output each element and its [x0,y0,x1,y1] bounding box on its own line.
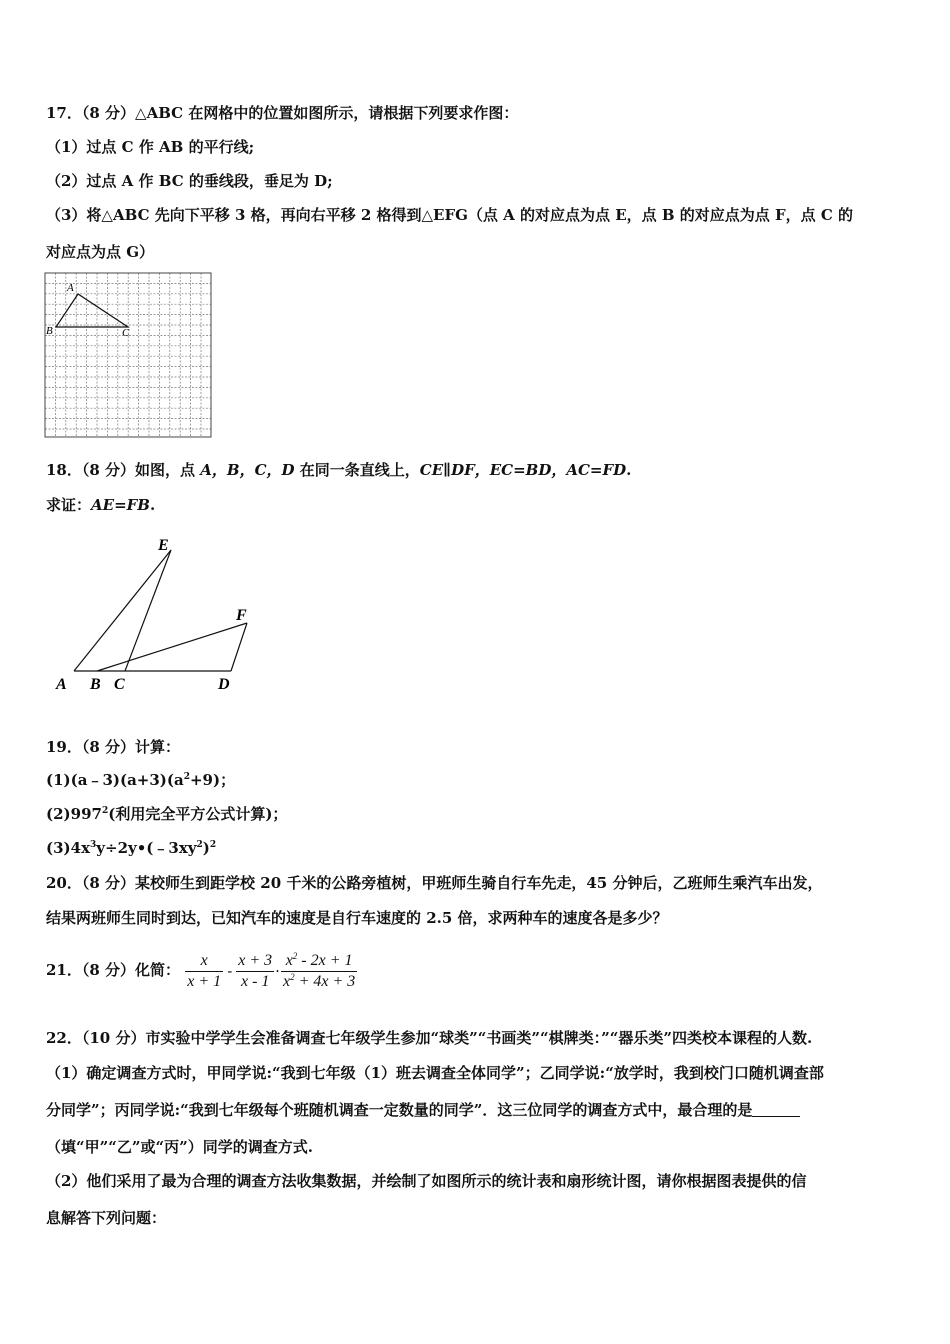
q21-f1-numerator: x [200,951,208,969]
q21-f3-num-a: x [285,951,293,969]
q17-part1: （1）过点 C 作 AB 的平行线; [46,138,255,156]
q22-part1-line1: （1）确定调查方式时，甲同学说:“我到七年级（1）班去调查全体同学”；乙同学说:“放学时，我到校门口随机调查部 [46,1064,824,1082]
q19-expr3-a: (3)4x [46,839,91,857]
q22-part2-line2: 息解答下列问题： [46,1209,167,1227]
q20-line1: 20．（8 分）某校师生到距学校 20 千米的公路旁植树，甲班师生骑自行车先走，45 分钟后，乙班师生乘汽车出发， [46,874,823,892]
q17-part2: （2）过点 A 作 BC 的垂线段，垂足为 D; [46,172,333,190]
segment-ce [125,550,171,671]
q21-f3-num-sup: 2 [292,950,298,961]
label-f: F [236,607,247,624]
grid-lines [45,273,211,437]
q18-proof-statement: AE=FB [91,496,150,514]
q21-f1-denominator: x + 1 [187,972,222,990]
q22-title: 22．（10 分）市实验中学学生会准备调查七年级学生参加“球类”“书画类”“棋牌类：”“器乐类”四类校本课程的人数. [46,1029,813,1047]
q19-expr1-b: +9)； [189,771,236,789]
q21-dot: · [275,962,280,980]
label-b: B [90,676,101,693]
q17-title: 17．（8 分）△ABC 在网格中的位置如图所示，请根据下列要求作图： [46,104,519,122]
label-c: C [122,327,130,339]
triangle-abc [56,294,128,327]
q19-expr3-sup1: 3 [90,840,97,850]
q21-f2-numerator: x + 3 [238,951,273,969]
q22-part1-line2-text: 分同学”；丙同学说:“我到七年级每个班随机调查一定数量的同学”．这三位同学的调查方式中，最合理的是 [46,1101,753,1119]
q21-fraction-1 [185,951,223,992]
q21-fraction-3 [281,951,357,992]
q19-expr1 [46,770,235,790]
q19-title: 19．（8 分）计算： [46,738,181,756]
q19-expr2-b: (利用完全平方公式计算)； [108,805,288,823]
q21-f3-num-b: - 2x + 1 [297,951,353,969]
q17-part3-line2: 对应点为点 G） [46,243,155,261]
q21-title: 21．（8 分）化简： [46,961,181,979]
q18-proof [46,495,155,515]
q21-f3-numerator [281,951,357,971]
answer-blank[interactable] [752,1102,800,1117]
q19-expr3-sup2: 2 [196,840,203,850]
q19-expr3 [46,838,216,858]
q21-f2-denominator: x - 1 [236,971,274,992]
q21-minus: - [227,962,233,980]
q19-expr1-sup: 2 [183,772,190,782]
q19-expr3-sup3: 2 [209,840,217,850]
q18-proof-prefix: 求证： [46,496,92,514]
label-b: B [46,325,53,337]
q19-expr3-c: ) [202,839,210,857]
q22-part1-line2 [46,1100,800,1120]
q18-proof-end: . [149,496,156,514]
q19-expr2-a: (2)997 [46,805,102,823]
label-a: A [56,676,67,693]
q19-expr1-a: (1)(a﹣3)(a+3)(a [46,771,184,789]
q21-fraction-2 [236,951,274,992]
label-c: C [114,676,125,693]
q18-end: . [626,461,632,479]
q18-conditions: CE∥DF，EC=BD，AC=FD [419,461,627,479]
q19-expr3-b: y÷2y•(﹣3xy [96,839,197,857]
q21-f3-denominator [281,971,357,992]
q21-f3-den-sup: 2 [290,971,295,982]
q18-prefix: 18．（8 分）如图，点 [46,461,201,479]
label-e: E [158,537,169,554]
q18-statement [46,460,631,480]
q20-line2: 结果两班师生同时到达，已知汽车的速度是自行车速度的 2.5 倍，求两种车的速度各是多少？ [46,909,668,927]
q17-part3-line1: （3）将△ABC 先向下平移 3 格，再向右平移 2 格得到△EFG（点 A 的对应点为点 E，点 B 的对应点为点 F，点 C 的 [46,206,854,224]
q18-figure [50,532,270,702]
q19-expr2-sup: 2 [101,806,109,816]
label-a: A [67,282,74,294]
q19-expr2 [46,804,287,824]
q18-mid: 在同一条直线上， [294,461,420,479]
q21-f3-den-b: + 4x + 3 [294,972,356,990]
segment-ae [74,550,171,671]
q21 [46,946,357,995]
q22-part1-line3: （填“甲”“乙”或“丙”）同学的调查方式. [46,1138,313,1156]
q21-f3-den-a: x [282,972,291,990]
q17-grid-figure [44,272,214,440]
segment-df [231,623,247,671]
q18-points: A，B，C，D [200,461,295,479]
q22-part2-line1: （2）他们采用了最为合理的调查方法收集数据，并绘制了如图所示的统计表和扇形统计图，请你根据图表提供的信 [46,1172,807,1190]
label-d: D [218,676,230,693]
segment-bf [97,623,247,671]
